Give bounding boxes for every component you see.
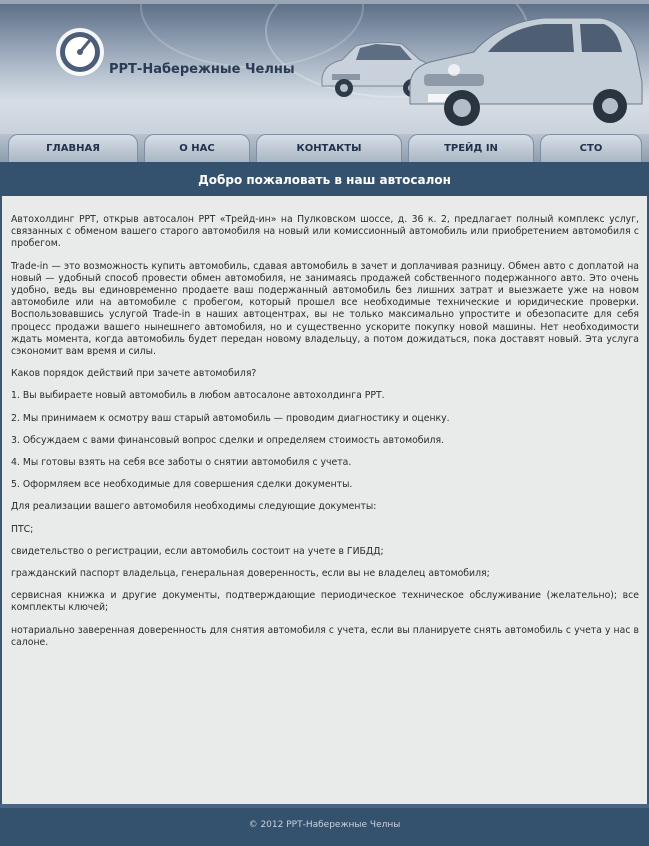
document-item: нотариально заверенная доверенность для снятия автомобиля с учета, если вы планируете снять автомобиль с учета у нас в салоне.: [11, 624, 639, 648]
document-item: гражданский паспорт владельца, генеральная доверенность, если вы не владелец автомобиля;: [11, 568, 490, 580]
brand-name[interactable]: РРТ-Набережные Челны: [109, 62, 295, 77]
main-nav: [0, 134, 649, 162]
speedometer-logo-icon[interactable]: [54, 26, 106, 78]
documents-heading: Для реализации вашего автомобиля необходимы следующие документы:: [11, 501, 377, 513]
site-header: [0, 4, 649, 134]
step-item: 5. Оформляем все необходимые для совершения сделки документы.: [11, 479, 353, 491]
step-item: 4. Мы готовы взять на себя все заботы о снятии автомобиля с учета.: [11, 457, 352, 469]
nav-item-trade-in[interactable]: ТРЕЙД IN: [408, 134, 534, 162]
document-item: сервисная книжка и другие документы, подтверждающие периодическое техническое обслуживание (желательно); все комплекты ключей;: [11, 590, 639, 614]
main-content: [11, 214, 639, 659]
trade-in-paragraph: Trade-in — это возможность купить автомобиль, сдавая автомобиль в зачет и доплачивая разницу. Обмен авто с доплатой на новый — удобный способ провести обмен автомобиля, не занимаясь продажей собственного подержанного авто. Это очень удобно, ведь вы единовременно продаете ваш подержанный автомобиль без лишних затрат и выезжаете уже на новом автомобиле или на автомобиле с пробегом, который прошел все необходимые технические и юридические проверки. Воспользовавшись услугой Trade-in в наших автоцентрах, вы не только максимально упростите и обезопасите для себя процесс продажи вашего нынешнего автомобиля, но и существенно ускорите покупку новой машины. Нет необходимости ждать момента, когда автомобиль будет передан новому владельцу, а потом дожидаться, пока доставят новый. Эта услуга сэкономит вам время и силы.: [11, 260, 639, 358]
nav-item-about[interactable]: О НАС: [144, 134, 250, 162]
document-item: свидетельство о регистрации, если автомобиль состоит на учете в ГИБДД;: [11, 545, 384, 557]
steps-heading: Каков порядок действий при зачете автомобиля?: [11, 368, 257, 380]
step-item: 2. Мы принимаем к осмотру ваш старый автомобиль — проводим диагностику и оценку.: [11, 412, 450, 424]
car-image: [404, 12, 646, 130]
left-border: [0, 196, 2, 804]
nav-item-home[interactable]: ГЛАВНАЯ: [8, 134, 138, 162]
nav-item-service[interactable]: СТО: [540, 134, 642, 162]
footer-band: [0, 804, 649, 808]
intro-paragraph: Автохолдинг РРТ, открыв автосалон РРТ «Трейд-ин» на Пулковском шоссе, д. 36 к. 2, предлагает полный комплекс услуг, связанных с обменом вашего старого автомобиля на новый или комиссионный автомобиль или приобретением автомобиля с пробегом.: [11, 214, 639, 250]
step-item: 3. Обсуждаем с вами финансовый вопрос сделки и определяем стоимость автомобиля.: [11, 434, 445, 446]
copyright-text: © 2012 РРТ-Набережные Челны: [248, 820, 401, 830]
step-item: 1. Вы выбираете новый автомобиль в любом автосалоне автохолдинга РРТ.: [11, 390, 385, 402]
page-title: Добро пожаловать в наш автосалон: [0, 162, 649, 196]
document-item: ПТС;: [11, 523, 34, 535]
nav-item-contacts[interactable]: КОНТАКТЫ: [256, 134, 402, 162]
